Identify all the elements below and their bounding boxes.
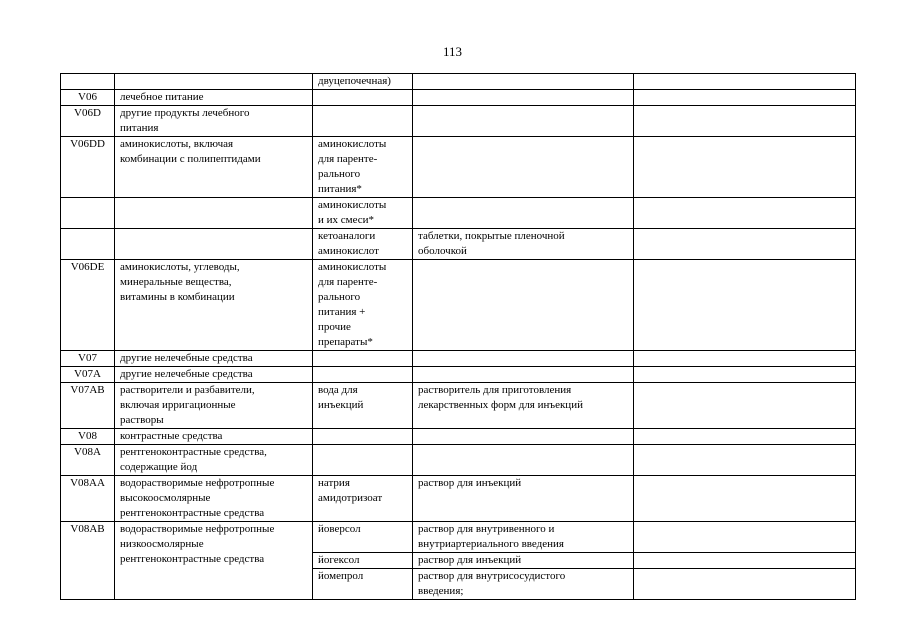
dosage-form-cell (413, 137, 634, 198)
atc-group-name-cell: контрастные средства (115, 429, 313, 445)
extra-cell (634, 106, 856, 137)
atc-code-cell (61, 198, 115, 229)
dosage-form-cell (413, 445, 634, 476)
extra-cell (634, 383, 856, 429)
table-row (61, 429, 856, 445)
atc-group-name-cell: аминокислоты, включая комбинации с полипептидами (115, 137, 313, 198)
drug-name-cell: аминокислоты для паренте- рального питания + прочие препараты* (313, 260, 413, 351)
atc-group-name-cell: другие нелечебные средства (115, 351, 313, 367)
atc-table (60, 73, 856, 600)
extra-cell (634, 137, 856, 198)
atc-code-cell: V08 (61, 429, 115, 445)
atc-code-cell: V07 (61, 351, 115, 367)
table-row (61, 445, 856, 476)
drug-name-cell (313, 106, 413, 137)
drug-name-cell: аминокислоты для паренте- рального питания* (313, 137, 413, 198)
dosage-form-cell (413, 74, 634, 90)
table-row (61, 260, 856, 351)
table-row (61, 351, 856, 367)
drug-name-cell: двуцепочечная) (313, 74, 413, 90)
table-row (61, 198, 856, 229)
atc-code-cell: V06DD (61, 137, 115, 198)
extra-cell (634, 367, 856, 383)
table-row (61, 74, 856, 90)
dosage-form-cell (413, 106, 634, 137)
atc-code-cell: V07A (61, 367, 115, 383)
dosage-form-cell: растворитель для приготовления лекарственных форм для инъекций (413, 383, 634, 429)
atc-group-name-cell: другие продукты лечебного питания (115, 106, 313, 137)
table-row (61, 137, 856, 198)
extra-cell (634, 429, 856, 445)
atc-code-cell: V06D (61, 106, 115, 137)
dosage-form-cell (413, 429, 634, 445)
atc-group-name-cell: другие нелечебные средства (115, 367, 313, 383)
drug-name-cell: натрия амидотризоат (313, 476, 413, 522)
atc-code-cell: V08AB (61, 522, 115, 600)
atc-group-name-cell: лечебное питание (115, 90, 313, 106)
dosage-form-cell (413, 367, 634, 383)
drug-name-cell (313, 429, 413, 445)
extra-cell (634, 90, 856, 106)
atc-code-cell (61, 74, 115, 90)
table-row (61, 522, 856, 553)
extra-cell (634, 522, 856, 553)
table-row (61, 476, 856, 522)
table-row (61, 106, 856, 137)
extra-cell (634, 476, 856, 522)
table-row (61, 367, 856, 383)
table-row (61, 90, 856, 106)
drug-name-cell (313, 351, 413, 367)
drug-name-cell: йоверсол (313, 522, 413, 553)
page-number: 113 (442, 44, 463, 59)
dosage-form-cell: раствор для внутрисосудистого введения; (413, 569, 634, 600)
dosage-form-cell: раствор для инъекций (413, 476, 634, 522)
atc-code-cell: V07AB (61, 383, 115, 429)
drug-name-cell: йомепрол (313, 569, 413, 600)
dosage-form-cell: раствор для инъекций (413, 553, 634, 569)
dosage-form-cell (413, 198, 634, 229)
atc-code-cell: V06 (61, 90, 115, 106)
dosage-form-cell (413, 90, 634, 106)
drug-name-cell (313, 367, 413, 383)
drug-name-cell (313, 445, 413, 476)
extra-cell (634, 445, 856, 476)
drug-name-cell: йогексол (313, 553, 413, 569)
drug-name-cell: аминокислоты и их смеси* (313, 198, 413, 229)
atc-code-cell: V06DE (61, 260, 115, 351)
atc-group-name-cell (115, 198, 313, 229)
dosage-form-cell: раствор для внутривенного и внутриартериального введения (413, 522, 634, 553)
drug-name-cell: кетоаналоги аминокислот (313, 229, 413, 260)
extra-cell (634, 198, 856, 229)
atc-group-name-cell: водорастворимые нефротропные низкоосмолярные рентгеноконтрастные средства (115, 522, 313, 600)
atc-code-cell: V08AA (61, 476, 115, 522)
drug-name-cell: вода для инъекций (313, 383, 413, 429)
table-row (61, 383, 856, 429)
atc-group-name-cell (115, 229, 313, 260)
table-row (61, 229, 856, 260)
dosage-form-cell (413, 351, 634, 367)
extra-cell (634, 229, 856, 260)
extra-cell (634, 351, 856, 367)
extra-cell (634, 569, 856, 600)
atc-group-name-cell: водорастворимые нефротропные высокоосмолярные рентгеноконтрастные средства (115, 476, 313, 522)
extra-cell (634, 553, 856, 569)
atc-group-name-cell: растворители и разбавители, включая ирригационные растворы (115, 383, 313, 429)
dosage-form-cell: таблетки, покрытые пленочной оболочкой (413, 229, 634, 260)
extra-cell (634, 260, 856, 351)
atc-code-cell (61, 229, 115, 260)
atc-code-cell: V08A (61, 445, 115, 476)
atc-group-name-cell: рентгеноконтрастные средства, содержащие йод (115, 445, 313, 476)
atc-group-name-cell: аминокислоты, углеводы, минеральные вещества, витамины в комбинации (115, 260, 313, 351)
drug-name-cell (313, 90, 413, 106)
dosage-form-cell (413, 260, 634, 351)
atc-group-name-cell (115, 74, 313, 90)
extra-cell (634, 74, 856, 90)
